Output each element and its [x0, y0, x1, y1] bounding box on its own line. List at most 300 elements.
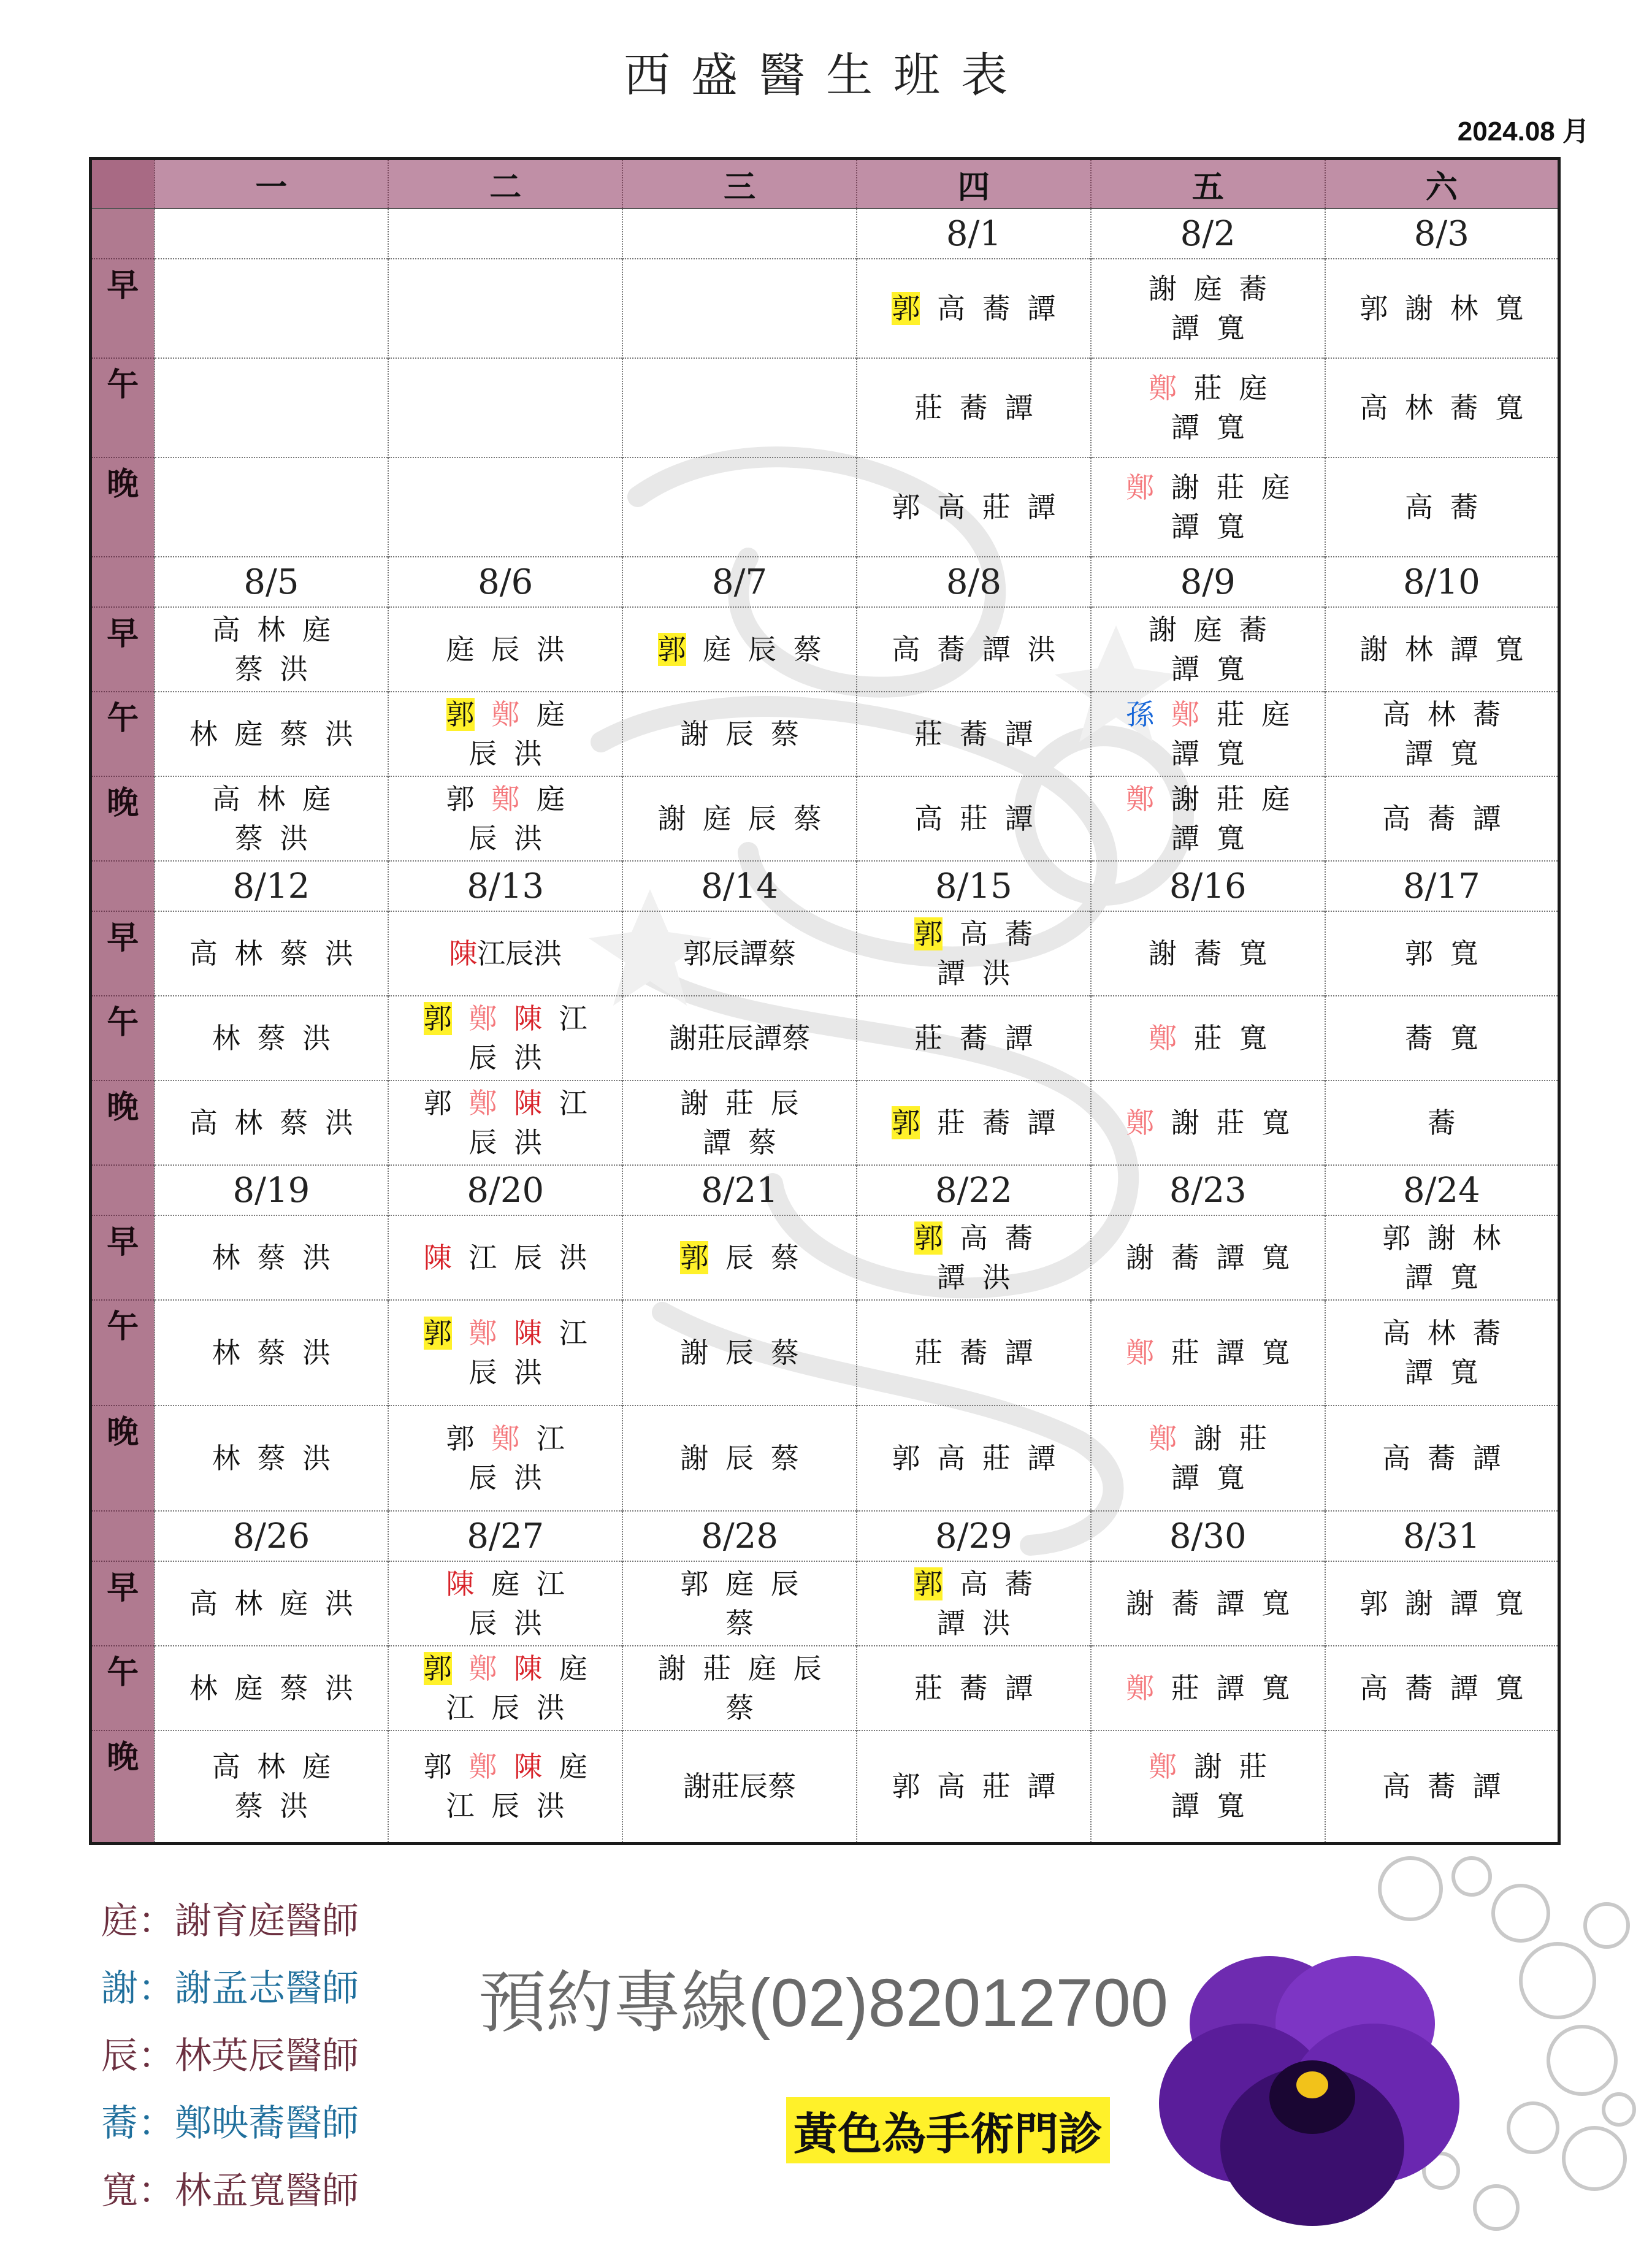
shift-row — [91, 692, 1559, 776]
shift-cell — [857, 1561, 1091, 1646]
doctor-initials — [497, 1750, 514, 1783]
doctor-initials: 林 蔡 洪 — [212, 1022, 331, 1055]
doctor-initials: 蔡 洪 — [234, 822, 308, 855]
doctor-initials: 高 林 蔡 洪 — [189, 937, 353, 970]
doctor-initials: 高 蕎 — [943, 1567, 1033, 1600]
shift-row — [91, 1300, 1559, 1405]
doctor-mark-pink: 鄭 — [1126, 471, 1155, 504]
shift-label: 午 — [91, 996, 155, 1080]
shift-cell — [155, 1561, 389, 1646]
doctor-initials: 謝 蕎 譚 寬 — [1126, 1587, 1290, 1620]
doctor-initials: 譚 寬 — [1171, 822, 1245, 855]
date-cell — [622, 208, 857, 259]
doctor-initials: 辰 洪 — [468, 1607, 543, 1640]
shift-label: 早 — [91, 1215, 155, 1300]
shift-label: 早 — [91, 607, 155, 692]
shift-row — [91, 358, 1559, 457]
doctor-mark-blue: 孫 — [1126, 698, 1155, 731]
weekday-header: 一 — [155, 159, 389, 209]
shift-cell — [1325, 1646, 1559, 1730]
shift-label: 早 — [91, 259, 155, 358]
shift-cell — [1091, 607, 1325, 692]
weekday-header: 二 — [388, 159, 622, 209]
legend-item-xie: 謝：謝孟志醫師 — [101, 1968, 359, 2009]
date-cell: 8/2 — [1091, 208, 1325, 259]
doctor-initials: 高 林 蕎 寬 — [1359, 391, 1524, 424]
shift-cell — [857, 911, 1091, 996]
date-row — [91, 1165, 1559, 1215]
doctor-initials: 莊 寬 — [1177, 1022, 1268, 1055]
shift-row — [91, 996, 1559, 1080]
doctor-mark-hl: 郭 — [446, 698, 475, 731]
doctor-initials: 辰 洪 — [468, 737, 543, 770]
doctor-initials: 郭 — [446, 782, 492, 816]
date-cell: 8/17 — [1325, 861, 1559, 911]
shift-cell — [622, 1300, 857, 1405]
doctor-initials: 高 蕎 譚 洪 — [892, 633, 1056, 666]
shift-cell — [155, 911, 389, 996]
doctor-mark-hl: 郭 — [423, 1317, 452, 1350]
date-cell: 8/26 — [155, 1511, 389, 1561]
date-cell: 8/10 — [1325, 557, 1559, 607]
doctor-mark-red: 陳 — [514, 1317, 543, 1350]
doctor-initials: 譚 寬 — [1404, 737, 1478, 770]
doctor-mark-hl: 郭 — [680, 1241, 709, 1274]
shift-row — [91, 1646, 1559, 1730]
shift-cell — [155, 1300, 389, 1405]
doctor-initials: 莊 蕎 譚 — [914, 1336, 1033, 1369]
doctor-mark-pink: 鄭 — [1126, 782, 1155, 816]
doctor-initials: 謝 莊 辰 — [680, 1087, 799, 1120]
doctor-mark-red: 陳 — [514, 1087, 543, 1120]
doctor-initials: 江 — [542, 1087, 587, 1120]
doctor-initials: 譚 洪 — [937, 957, 1011, 990]
doctor-initials: 林 蔡 洪 — [212, 1442, 331, 1475]
date-cell: 8/22 — [857, 1165, 1091, 1215]
weekday-header: 三 — [622, 159, 857, 209]
doctor-initials: 莊 庭 — [1199, 698, 1290, 731]
date-cell: 8/5 — [155, 557, 389, 607]
doctor-mark-pink: 鄭 — [491, 698, 520, 731]
shift-cell — [1325, 996, 1559, 1080]
doctor-initials: 蔡 洪 — [234, 1789, 308, 1823]
doctor-mark-pink: 鄭 — [1171, 698, 1199, 731]
shift-cell — [622, 996, 857, 1080]
shift-label: 午 — [91, 1300, 155, 1405]
date-cell — [388, 208, 622, 259]
shift-cell — [1091, 776, 1325, 861]
doctor-initials: 譚 寬 — [1404, 1261, 1478, 1294]
doctor-mark-red: 陳 — [514, 1002, 543, 1035]
doctor-initials: 郭 — [446, 1422, 492, 1455]
doctor-mark-hl: 郭 — [892, 292, 920, 325]
doctor-initials: 高 林 蔡 洪 — [189, 1106, 353, 1139]
doctor-initials: 高 林 庭 — [212, 782, 331, 816]
doctor-mark-red: 陳 — [514, 1750, 543, 1784]
doctor-mark-hl: 郭 — [892, 1106, 920, 1139]
doctor-initials: 郭 高 莊 譚 — [892, 1770, 1056, 1803]
shift-cell — [155, 996, 389, 1080]
shift-cell — [155, 1215, 389, 1300]
doctor-initials: 譚 寬 — [1171, 510, 1245, 543]
date-cell: 8/8 — [857, 557, 1091, 607]
doctor-initials: 江 — [542, 1317, 587, 1350]
date-cell: 8/28 — [622, 1511, 857, 1561]
doctor-initials: 辰 洪 — [468, 1126, 543, 1159]
doctor-initials — [452, 1652, 469, 1685]
legend-item-chen: 辰：林英辰醫師 — [101, 2035, 359, 2076]
shift-cell — [155, 457, 389, 557]
doctor-initials: 郭 — [423, 1087, 469, 1120]
doctor-initials: 辰 洪 — [468, 1356, 543, 1389]
doctor-initials: 莊 譚 寬 — [1154, 1672, 1290, 1705]
doctor-initials: 莊 蕎 譚 — [920, 1106, 1056, 1139]
doctor-initials: 高 林 庭 — [212, 613, 331, 646]
doctor-initials: 莊 庭 — [1177, 372, 1268, 405]
doctor-initials — [1154, 698, 1171, 731]
date-cell: 8/16 — [1091, 861, 1325, 911]
doctor-initials: 高 蕎 譚 — [1382, 1770, 1501, 1803]
shift-cell — [388, 911, 622, 996]
header-corner — [91, 159, 155, 209]
pansy-flower-icon — [1153, 1840, 1643, 2244]
doctor-initials: 庭 江 — [474, 1567, 565, 1600]
doctor-initials: 謝莊辰譚蔡 — [669, 1022, 811, 1055]
date-row — [91, 208, 1559, 259]
doctor-initials: 高 林 庭 洪 — [189, 1587, 353, 1620]
date-cell: 8/12 — [155, 861, 389, 911]
date-row-side — [91, 208, 155, 259]
doctor-initials: 謝 蕎 譚 寬 — [1126, 1241, 1290, 1274]
doctor-initials — [452, 1002, 469, 1035]
date-cell: 8/6 — [388, 557, 622, 607]
surgery-note: 黃色為手術門診 — [786, 2097, 1110, 2163]
doctor-initials — [452, 1317, 469, 1350]
shift-cell — [1325, 1405, 1559, 1511]
doctor-initials: 郭 — [423, 1750, 469, 1784]
booking-phone: 預約專線(02)82012700 — [478, 1965, 1169, 2041]
doctor-initials: 庭 辰 蔡 — [686, 633, 822, 666]
shift-cell — [1091, 996, 1325, 1080]
doctor-initials: 庭 — [519, 698, 565, 731]
shift-cell — [388, 1080, 622, 1165]
shift-cell — [155, 1730, 389, 1843]
date-cell: 8/3 — [1325, 208, 1559, 259]
doctor-initials: 譚 寬 — [1171, 737, 1245, 770]
doctor-mark-pink: 鄭 — [468, 1317, 497, 1350]
shift-row — [91, 1730, 1559, 1843]
doctor-mark-pink: 鄭 — [1126, 1106, 1155, 1139]
doctor-initials: 莊 蕎 譚 — [914, 1672, 1033, 1705]
doctor-initials: 江 — [519, 1422, 565, 1455]
shift-cell — [857, 1080, 1091, 1165]
doctor-initials: 高 蕎 譚 — [920, 292, 1056, 325]
doctor-initials: 高 林 蕎 — [1382, 1317, 1501, 1350]
shift-label: 晚 — [91, 776, 155, 861]
shift-cell — [1325, 1080, 1559, 1165]
shift-cell — [1091, 1080, 1325, 1165]
shift-cell — [388, 1561, 622, 1646]
doctor-mark-pink: 鄭 — [491, 782, 520, 816]
doctor-initials: 蔡 洪 — [234, 652, 308, 686]
legend-item-kuan: 寬：林孟寬醫師 — [101, 2170, 359, 2211]
shift-cell — [1325, 1300, 1559, 1405]
doctor-initials: 謝 庭 蕎 — [1149, 613, 1268, 646]
shift-cell — [622, 776, 857, 861]
shift-row — [91, 457, 1559, 557]
shift-label: 晚 — [91, 1730, 155, 1843]
doctor-mark-red: 陳 — [514, 1652, 543, 1685]
doctor-initials: 庭 — [542, 1750, 587, 1784]
shift-cell — [857, 259, 1091, 358]
shift-cell — [857, 1215, 1091, 1300]
date-row — [91, 861, 1559, 911]
doctor-initials: 郭 寬 — [1404, 937, 1478, 970]
date-cell: 8/15 — [857, 861, 1091, 911]
shift-cell — [388, 607, 622, 692]
doctor-initials: 林 蔡 洪 — [212, 1241, 331, 1274]
doctor-initials: 謝 莊 — [1177, 1422, 1268, 1455]
shift-cell — [622, 607, 857, 692]
date-cell — [155, 208, 389, 259]
shift-cell — [857, 607, 1091, 692]
doctor-mark-pink: 鄭 — [1149, 1022, 1177, 1055]
shift-cell — [1091, 1730, 1325, 1843]
doctor-mark-hl: 郭 — [423, 1002, 452, 1035]
shift-cell — [1091, 911, 1325, 996]
weekday-header: 四 — [857, 159, 1091, 209]
doctor-initials: 高 蕎 — [943, 917, 1033, 950]
date-cell: 8/29 — [857, 1511, 1091, 1561]
doctor-initials: 謝 莊 寬 — [1154, 1106, 1290, 1139]
doctor-initials: 郭 庭 辰 — [680, 1567, 799, 1600]
doctor-initials: 謝 庭 辰 蔡 — [657, 802, 822, 835]
doctor-initials: 郭 謝 林 寬 — [1359, 292, 1524, 325]
doctor-initials: 謝莊辰蔡 — [683, 1770, 797, 1803]
date-cell: 8/20 — [388, 1165, 622, 1215]
date-cell: 8/27 — [388, 1511, 622, 1561]
doctor-initials: 譚 寬 — [1171, 411, 1245, 444]
doctor-initials: 林 蔡 洪 — [212, 1336, 331, 1369]
shift-cell — [388, 692, 622, 776]
doctor-initials: 蔡 — [725, 1691, 754, 1724]
shift-cell — [1091, 457, 1325, 557]
doctor-initials: 辰 洪 — [468, 1041, 543, 1074]
doctor-initials — [497, 1317, 514, 1350]
doctor-initials: 謝 莊 庭 — [1154, 782, 1290, 816]
doctor-initials: 高 林 庭 — [212, 1750, 331, 1784]
shift-cell — [857, 1405, 1091, 1511]
doctor-initials: 蔡 — [725, 1607, 754, 1640]
doctor-initials: 高 蕎 譚 寬 — [1359, 1672, 1524, 1705]
doctor-initials: 高 蕎 譚 — [1382, 802, 1501, 835]
doctor-initials: 辰 洪 — [468, 1461, 543, 1494]
doctor-mark-hl: 郭 — [423, 1652, 452, 1685]
shift-cell — [155, 1080, 389, 1165]
doctor-initials: 譚 寬 — [1171, 1461, 1245, 1494]
doctor-mark-red: 陳 — [446, 1567, 475, 1600]
doctor-initials — [497, 1652, 514, 1685]
doctor-initials: 江 辰 洪 — [451, 1241, 587, 1274]
doctor-initials: 林 庭 蔡 洪 — [189, 1672, 353, 1705]
doctor-initials: 譚 寬 — [1171, 1789, 1245, 1823]
date-row — [91, 1511, 1559, 1561]
shift-cell — [388, 1215, 622, 1300]
doctor-initials: 莊 蕎 譚 — [914, 391, 1033, 424]
month-label: 2024.08 月 — [1457, 117, 1589, 147]
shift-row — [91, 1080, 1559, 1165]
doctor-initials: 江辰洪 — [477, 937, 562, 970]
shift-cell — [1091, 1405, 1325, 1511]
doctor-initials: 譚 寬 — [1404, 1356, 1478, 1389]
shift-label: 午 — [91, 1646, 155, 1730]
doctor-mark-pink: 鄭 — [1149, 372, 1177, 405]
shift-cell — [622, 457, 857, 557]
doctor-initials: 謝 莊 — [1177, 1750, 1268, 1784]
date-row-side — [91, 557, 155, 607]
doctor-initials — [475, 698, 492, 731]
doctor-mark-pink: 鄭 — [491, 1422, 520, 1455]
doctor-mark-pink: 鄭 — [468, 1002, 497, 1035]
doctor-initials — [497, 1087, 514, 1120]
doctor-initials: 郭 高 莊 譚 — [892, 491, 1056, 524]
date-cell: 8/1 — [857, 208, 1091, 259]
shift-cell — [388, 996, 622, 1080]
shift-cell — [857, 692, 1091, 776]
shift-label: 晚 — [91, 1080, 155, 1165]
shift-cell — [622, 692, 857, 776]
doctor-mark-hl: 郭 — [657, 633, 686, 666]
date-cell: 8/31 — [1325, 1511, 1559, 1561]
shift-cell — [155, 776, 389, 861]
date-cell: 8/30 — [1091, 1511, 1325, 1561]
schedule-table — [89, 157, 1561, 1845]
doctor-initials: 庭 辰 洪 — [446, 633, 565, 666]
doctor-initials: 庭 — [519, 782, 565, 816]
doctor-initials: 江 辰 洪 — [446, 1789, 565, 1823]
shift-cell — [1091, 692, 1325, 776]
shift-cell — [857, 1300, 1091, 1405]
shift-cell — [155, 692, 389, 776]
doctor-mark-red: 陳 — [423, 1241, 452, 1274]
shift-label: 午 — [91, 358, 155, 457]
doctor-initials — [497, 1002, 514, 1035]
doctor-initials: 謝 辰 蔡 — [680, 1442, 799, 1475]
shift-cell — [622, 1215, 857, 1300]
doctor-initials: 庭 — [542, 1652, 587, 1685]
date-cell: 8/23 — [1091, 1165, 1325, 1215]
doctor-initials: 謝 林 譚 寬 — [1359, 633, 1524, 666]
date-row-side — [91, 1165, 155, 1215]
shift-cell — [155, 259, 389, 358]
shift-cell — [155, 1405, 389, 1511]
shift-cell — [1091, 259, 1325, 358]
shift-cell — [1091, 1646, 1325, 1730]
date-cell: 8/19 — [155, 1165, 389, 1215]
doctor-mark-red: 陳 — [449, 937, 478, 970]
doctor-mark-pink: 鄭 — [468, 1652, 497, 1685]
shift-cell — [1325, 911, 1559, 996]
shift-cell — [857, 1730, 1091, 1843]
date-row-side — [91, 861, 155, 911]
shift-cell — [1091, 1215, 1325, 1300]
shift-cell — [857, 358, 1091, 457]
date-cell: 8/24 — [1325, 1165, 1559, 1215]
shift-cell — [388, 259, 622, 358]
shift-cell — [1325, 259, 1559, 358]
shift-cell — [1325, 358, 1559, 457]
date-cell: 8/14 — [622, 861, 857, 911]
shift-cell — [622, 1730, 857, 1843]
legend-item-qiao: 蕎：鄭映蕎醫師 — [101, 2103, 359, 2144]
doctor-initials: 譚 寬 — [1171, 312, 1245, 345]
shift-cell — [622, 1405, 857, 1511]
shift-cell — [1091, 1561, 1325, 1646]
shift-cell — [857, 776, 1091, 861]
doctor-initials: 莊 蕎 譚 — [914, 717, 1033, 751]
doctor-mark-pink: 鄭 — [1149, 1422, 1177, 1455]
shift-cell — [388, 1646, 622, 1730]
shift-cell — [388, 358, 622, 457]
weekday-header: 五 — [1091, 159, 1325, 209]
shift-label: 早 — [91, 911, 155, 996]
doctor-mark-hl: 郭 — [914, 1567, 943, 1600]
date-cell: 8/9 — [1091, 557, 1325, 607]
date-cell: 8/21 — [622, 1165, 857, 1215]
shift-cell — [1325, 1215, 1559, 1300]
doctor-mark-pink: 鄭 — [1126, 1672, 1155, 1705]
doctor-initials: 郭 謝 譚 寬 — [1359, 1587, 1524, 1620]
shift-cell — [1325, 457, 1559, 557]
doctor-initials: 謝 莊 庭 辰 — [657, 1652, 822, 1685]
doctor-initials: 辰 蔡 — [708, 1241, 799, 1274]
doctor-initials: 高 蕎 譚 — [1382, 1442, 1501, 1475]
shift-row — [91, 607, 1559, 692]
doctor-initials: 江 辰 洪 — [446, 1691, 565, 1724]
shift-row — [91, 259, 1559, 358]
doctor-mark-pink: 鄭 — [1126, 1336, 1155, 1369]
shift-cell — [388, 1405, 622, 1511]
shift-cell — [155, 358, 389, 457]
shift-row — [91, 1215, 1559, 1300]
shift-cell — [622, 1080, 857, 1165]
shift-cell — [388, 776, 622, 861]
doctor-initials: 林 庭 蔡 洪 — [189, 717, 353, 751]
date-row-side — [91, 1511, 155, 1561]
weekday-header: 六 — [1325, 159, 1559, 209]
shift-row — [91, 1405, 1559, 1511]
shift-label: 午 — [91, 692, 155, 776]
shift-cell — [1091, 358, 1325, 457]
shift-cell — [622, 358, 857, 457]
date-cell: 8/7 — [622, 557, 857, 607]
doctor-mark-pink: 鄭 — [468, 1750, 497, 1784]
shift-cell — [1325, 692, 1559, 776]
doctor-initials: 郭 高 莊 譚 — [892, 1442, 1056, 1475]
doctor-initials: 高 莊 譚 — [914, 802, 1033, 835]
doctor-initials: 莊 蕎 譚 — [914, 1022, 1033, 1055]
shift-cell — [622, 911, 857, 996]
doctor-initials: 高 蕎 — [1404, 491, 1478, 524]
doctor-mark-hl: 郭 — [914, 1221, 943, 1255]
doctor-initials: 譚 洪 — [937, 1607, 1011, 1640]
doctor-initials: 謝 莊 庭 — [1154, 471, 1290, 504]
doctor-initials: 謝 庭 蕎 — [1149, 272, 1268, 305]
shift-cell — [388, 1730, 622, 1843]
doctor-initials: 郭 謝 林 — [1382, 1221, 1501, 1255]
legend-item-ting: 庭：謝育庭醫師 — [101, 1900, 359, 1941]
doctor-initials: 譚 蔡 — [703, 1126, 776, 1159]
